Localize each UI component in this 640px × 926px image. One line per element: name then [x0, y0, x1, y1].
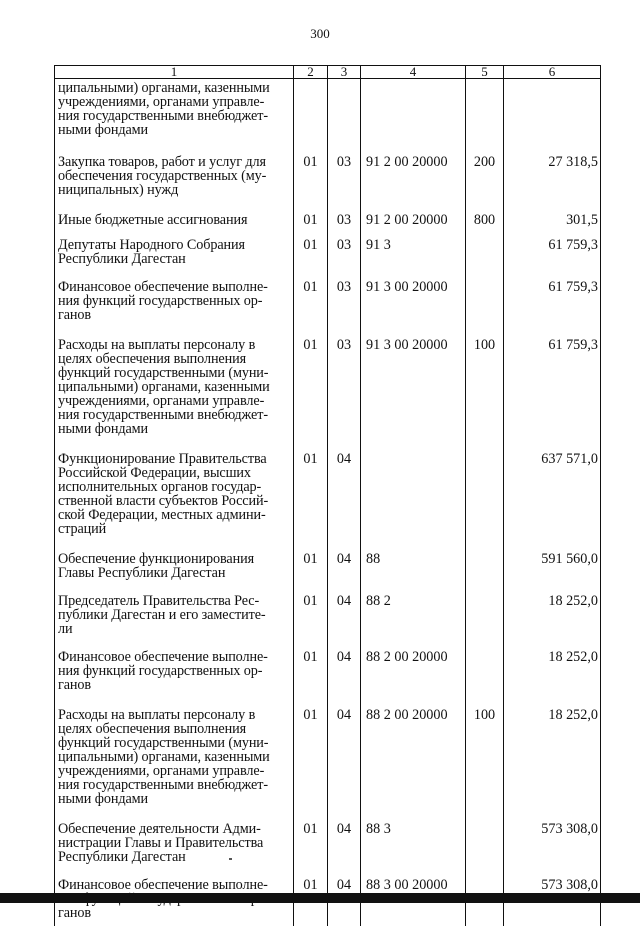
amount-cell: [504, 552, 601, 594]
amount-cell-text: 61 759,3: [548, 279, 598, 295]
expense-name-cell: [55, 552, 294, 594]
amount-cell-text: 61 759,3: [548, 237, 598, 253]
table-row: [55, 650, 601, 708]
amount-cell-text: 61 759,3: [548, 337, 598, 353]
subsection-code-cell: [328, 650, 361, 708]
header-col-2: 2: [294, 66, 328, 79]
amount-cell-text: 301,5: [566, 212, 598, 228]
table-row: [55, 338, 601, 452]
subsection-code-cell: [328, 213, 361, 238]
scan-edge-bar: [0, 893, 640, 903]
section-code-cell-text: 01: [303, 337, 317, 353]
expense-name-cell-text: Обеспечение функционирования Главы Республики Дагестан: [58, 552, 291, 580]
expense-type-cell: [466, 552, 504, 594]
expense-name-cell-text: Функционирование Правительства Российской Федерации, высших исполнительных органов государ- ственной власти субъектов Россий- ской Федерации, местных админи- страций: [58, 452, 291, 536]
amount-cell: [504, 155, 601, 213]
section-code-cell: [294, 155, 328, 213]
expense-type-cell: [466, 452, 504, 552]
target-article-cell: [361, 155, 466, 213]
subsection-code-cell-text: 03: [337, 212, 351, 228]
table-header-row: [55, 66, 601, 79]
expense-name-cell: [55, 650, 294, 708]
section-code-cell: [294, 594, 328, 650]
expense-name-cell: [55, 822, 294, 878]
expense-type-cell-text: 200: [474, 154, 495, 170]
expense-name-cell: [55, 708, 294, 822]
section-code-cell-text: 01: [303, 707, 317, 723]
section-code-cell-text: 01: [303, 154, 317, 170]
target-article-cell: [361, 280, 466, 338]
subsection-code-cell: [328, 822, 361, 878]
expense-name-cell: [55, 338, 294, 452]
header-col-1: 1: [55, 66, 294, 79]
table-row: [55, 79, 601, 156]
header-col-3: 3: [328, 66, 361, 79]
target-article-cell: [361, 552, 466, 594]
target-article-cell-text: 88 3: [366, 821, 391, 837]
subsection-code-cell-text: 03: [337, 337, 351, 353]
section-code-cell: [294, 79, 328, 156]
scan-speck: [229, 858, 232, 860]
table-row: [55, 238, 601, 280]
target-article-cell-text: 88 2 00 20000: [366, 649, 448, 665]
target-article-cell-text: 88 3 00 20000: [366, 877, 448, 893]
amount-cell-text: 18 252,0: [548, 649, 598, 665]
expense-name-cell: [55, 155, 294, 213]
expense-type-cell: [466, 594, 504, 650]
expense-type-cell: [466, 280, 504, 338]
table-row: [55, 594, 601, 650]
amount-cell-text: 18 252,0: [548, 707, 598, 723]
header-col-5: 5: [466, 66, 504, 79]
subsection-code-cell-text: 04: [337, 707, 351, 723]
section-code-cell-text: 01: [303, 551, 317, 567]
target-article-cell-text: 88: [366, 551, 380, 567]
table-row: [55, 708, 601, 822]
subsection-code-cell-text: 03: [337, 279, 351, 295]
section-code-cell: [294, 650, 328, 708]
section-code-cell: [294, 452, 328, 552]
header-col-6: 6: [504, 66, 601, 79]
subsection-code-cell-text: 04: [337, 451, 351, 467]
subsection-code-cell-text: 04: [337, 551, 351, 567]
table-row: [55, 822, 601, 878]
expense-type-cell: [466, 650, 504, 708]
target-article-cell: [361, 452, 466, 552]
expense-type-cell-text: 800: [474, 212, 495, 228]
expense-name-cell-text: Финансовое обеспечение выполне- ния функций государственных ор- ганов: [58, 280, 291, 322]
target-article-cell-text: 88 2: [366, 593, 391, 609]
target-article-cell-text: 91 2 00 20000: [366, 212, 448, 228]
expense-type-cell: [466, 155, 504, 213]
section-code-cell-text: 01: [303, 451, 317, 467]
section-code-cell: [294, 280, 328, 338]
subsection-code-cell: [328, 552, 361, 594]
section-code-cell-text: 01: [303, 649, 317, 665]
expense-name-cell-text: Председатель Правительства Рес- публики Дагестан и его заместите- ли: [58, 594, 291, 636]
expense-name-cell: [55, 594, 294, 650]
subsection-code-cell-text: 04: [337, 877, 351, 893]
expense-type-cell: [466, 822, 504, 878]
section-code-cell: [294, 238, 328, 280]
amount-cell: [504, 213, 601, 238]
expense-type-cell-text: 100: [474, 337, 495, 353]
expense-name-cell-text: Финансовое обеспечение выполне- ганов: [58, 878, 291, 920]
expense-type-cell: [466, 213, 504, 238]
amount-cell: [504, 650, 601, 708]
target-article-cell: [361, 79, 466, 156]
amount-cell: [504, 822, 601, 878]
target-article-cell: [361, 213, 466, 238]
amount-cell-text: 573 308,0: [541, 877, 598, 893]
table-row: [55, 155, 601, 213]
budget-table: [54, 65, 601, 926]
subsection-code-cell-text: 04: [337, 649, 351, 665]
subsection-code-cell-text: 04: [337, 593, 351, 609]
amount-cell: [504, 452, 601, 552]
subsection-code-cell-text: 03: [337, 154, 351, 170]
expense-name-cell-text: ципальными) органами, казенными учреждениями, органами управле- ния государственными внебюджет- ными фондами: [58, 81, 291, 137]
table-row: [55, 213, 601, 238]
target-article-cell: [361, 708, 466, 822]
section-code-cell: [294, 338, 328, 452]
subsection-code-cell-text: 04: [337, 821, 351, 837]
amount-cell: [504, 708, 601, 822]
amount-cell-text: 18 252,0: [548, 593, 598, 609]
target-article-cell: [361, 338, 466, 452]
amount-cell-text: 637 571,0: [541, 451, 598, 467]
target-article-cell: [361, 594, 466, 650]
amount-cell: [504, 338, 601, 452]
amount-cell-text: 591 560,0: [541, 551, 598, 567]
amount-cell: [504, 79, 601, 156]
expense-type-cell: [466, 238, 504, 280]
expense-name-cell-text: Финансовое обеспечение выполне- ния функций государственных ор- ганов: [58, 650, 291, 692]
amount-cell-text: 573 308,0: [541, 821, 598, 837]
expense-name-cell: [55, 280, 294, 338]
table-row: [55, 552, 601, 594]
expense-name-cell: [55, 238, 294, 280]
expense-name-cell: [55, 213, 294, 238]
target-article-cell: [361, 238, 466, 280]
section-code-cell: [294, 708, 328, 822]
page-number: 300: [0, 26, 640, 42]
expense-type-cell: [466, 338, 504, 452]
subsection-code-cell: [328, 280, 361, 338]
target-article-cell-text: 91 2 00 20000: [366, 154, 448, 170]
section-code-cell-text: 01: [303, 237, 317, 253]
expense-name-cell: [55, 452, 294, 552]
section-code-cell: [294, 552, 328, 594]
section-code-cell-text: 01: [303, 877, 317, 893]
expense-type-cell: [466, 79, 504, 156]
target-article-cell: [361, 650, 466, 708]
header-col-4: 4: [361, 66, 466, 79]
expense-name-cell-text: Обеспечение деятельности Адми- нистрации Главы и Правительства Республики Дагестан: [58, 822, 291, 864]
expense-name-cell-text: Расходы на выплаты персоналу в целях обеспечения выполнения функций государственными (муни- ципальными) органами, казенными учреждениями, органами управле- ния государственными внебюджет- ными фондами: [58, 708, 291, 806]
amount-cell: [504, 238, 601, 280]
target-article-cell: [361, 822, 466, 878]
target-article-cell-text: 91 3 00 20000: [366, 279, 448, 295]
section-code-cell: [294, 213, 328, 238]
section-code-cell-text: 01: [303, 279, 317, 295]
subsection-code-cell: [328, 238, 361, 280]
table-row: [55, 280, 601, 338]
target-article-cell-text: 91 3: [366, 237, 391, 253]
section-code-cell-text: 01: [303, 212, 317, 228]
target-article-cell-text: 91 3 00 20000: [366, 337, 448, 353]
table-row: [55, 452, 601, 552]
section-code-cell-text: 01: [303, 593, 317, 609]
expense-name-cell-text: Закупка товаров, работ и услуг для обеспечения государственных (му- ниципальных) нужд: [58, 155, 291, 197]
expense-name-cell: [55, 79, 294, 156]
expense-name-cell-text: Иные бюджетные ассигнования: [58, 213, 291, 227]
amount-cell: [504, 280, 601, 338]
expense-type-cell-text: 100: [474, 707, 495, 723]
subsection-code-cell: [328, 594, 361, 650]
subsection-code-cell: [328, 79, 361, 156]
subsection-code-cell: [328, 452, 361, 552]
amount-cell: [504, 594, 601, 650]
subsection-code-cell: [328, 708, 361, 822]
expense-type-cell: [466, 708, 504, 822]
expense-name-cell-text: Депутаты Народного Собрания Республики Дагестан: [58, 238, 291, 266]
target-article-cell-text: 88 2 00 20000: [366, 707, 448, 723]
subsection-code-cell-text: 03: [337, 237, 351, 253]
amount-cell-text: 27 318,5: [548, 154, 598, 170]
subsection-code-cell: [328, 338, 361, 452]
table-body: [55, 79, 601, 926]
expense-name-cell-text: Расходы на выплаты персоналу в целях обеспечения выполнения функций государственными (муни- ципальными) органами, казенными учреждениями, органами управле- ния государственными внебюджет- ными фондами: [58, 338, 291, 436]
section-code-cell-text: 01: [303, 821, 317, 837]
section-code-cell: [294, 822, 328, 878]
subsection-code-cell: [328, 155, 361, 213]
